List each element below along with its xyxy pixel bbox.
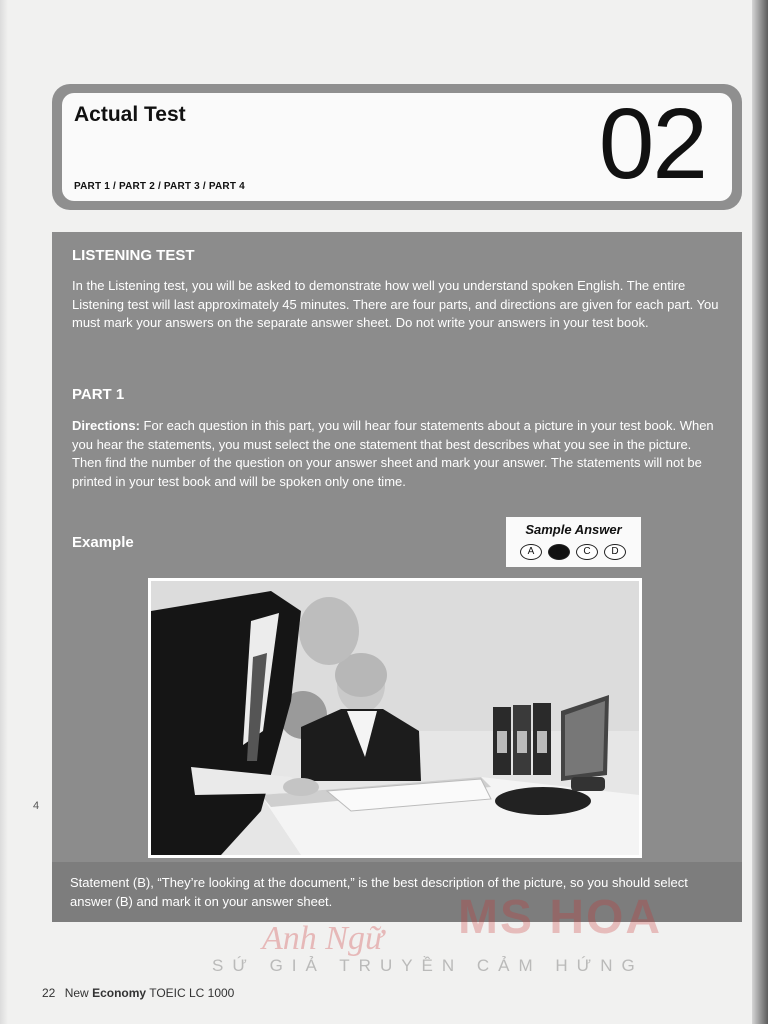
answer-bubble-b-filled: B xyxy=(548,544,570,560)
page-footer xyxy=(42,986,234,1000)
directions-text: For each question in this part, you will hear four statements about a picture in your test book. When you hear the statements, you must select the one statement that best describes what you see in the picture. Then find the number of the question on your answer sheet and mark your answer. The statements will not be printed in your test book and will be spoken only one time. xyxy=(72,418,714,489)
page-number: 22 xyxy=(42,986,56,1000)
watermark-name: MS HOA xyxy=(458,891,662,944)
test-number: 02 xyxy=(598,88,706,200)
answer-bubbles xyxy=(520,544,626,560)
directions-label: Directions: xyxy=(72,418,140,433)
answer-bubble-c: C xyxy=(576,544,598,560)
test-header-inner xyxy=(62,88,732,201)
listening-intro: In the Listening test, you will be asked to demonstrate how well you understand spoken English. The entire Listening test will last approximately 45 minutes. There are four parts, and directions are given for each part. You must mark your answers on the separate answer sheet. Do not write your answers in your test book. xyxy=(72,278,719,330)
watermark-brand: Anh Ngữ xyxy=(262,920,384,957)
example-photo xyxy=(151,581,639,855)
sample-answer-box xyxy=(506,517,641,567)
sample-answer-title: Sample Answer xyxy=(525,522,622,537)
parts-list: PART 1 / PART 2 / PART 3 / PART 4 xyxy=(74,181,245,192)
statement-band xyxy=(52,862,742,922)
book-title-suffix: TOEIC LC 1000 xyxy=(149,986,235,1000)
page-edge xyxy=(752,0,768,1024)
book-title-prefix: New xyxy=(64,986,89,1000)
answer-bubble-d: D xyxy=(604,544,626,560)
example-photo-frame xyxy=(148,578,642,858)
test-header xyxy=(52,84,742,210)
page-shade xyxy=(0,0,8,1024)
listening-panel xyxy=(52,232,742,922)
example-statement: Statement (B), “They’re looking at the document,” is the best description of the picture, so you should select answer (B) and mark it on your answer sheet. xyxy=(70,875,688,909)
page-title: Actual Test xyxy=(74,103,186,126)
answer-bubble-a: A xyxy=(520,544,542,560)
listening-heading: LISTENING TEST xyxy=(72,247,195,264)
part1-heading: PART 1 xyxy=(72,386,125,403)
margin-mark: 4 xyxy=(33,800,40,812)
watermark-tagline: SỨ GIẢ TRUYỀN CẢM HỨNG xyxy=(212,956,644,975)
part1-directions xyxy=(72,417,724,491)
book-title-bold: Economy xyxy=(92,986,147,1000)
example-label: Example xyxy=(72,534,134,551)
